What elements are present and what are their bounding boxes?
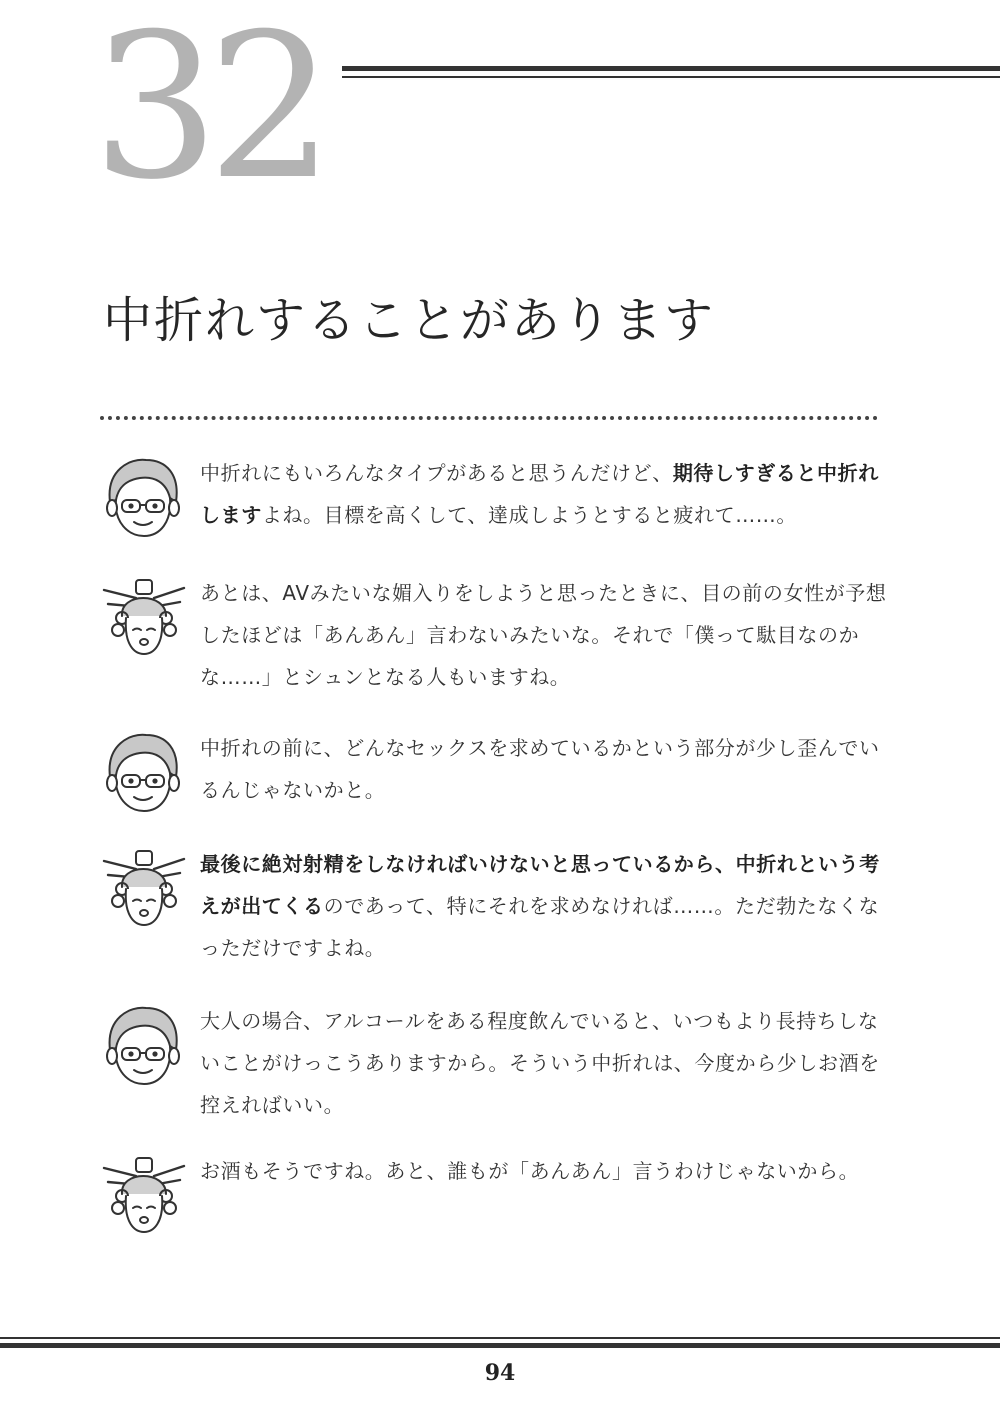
header-rule-thin [342, 76, 1000, 78]
dialogue-text [200, 572, 888, 698]
woman-avatar-icon [100, 572, 188, 662]
dialogue-text [200, 843, 888, 969]
emphasis-text: 期待しすぎると中折れします [200, 461, 879, 527]
woman-avatar-icon [100, 843, 188, 933]
dialogue-text [200, 727, 888, 811]
text-run: 大人の場合、アルコールをある程度飲んでいると、いつもより長持ちしないことがけっこうありますから。そういう中折れは、今度から少しお酒を控えればいい。 [200, 1009, 880, 1117]
woman-avatar-icon [100, 1150, 188, 1240]
man-avatar-icon [100, 727, 188, 817]
dotted-divider [100, 416, 878, 420]
footer-rule-thin [0, 1337, 1000, 1339]
chapter-title: 中折れすることがあります [103, 292, 716, 349]
emphasis-text: 最後に絶対射精をしなければいけないと思っているから、中折れという考えが出てくる [200, 852, 880, 918]
man-avatar-icon [100, 1000, 188, 1090]
dialogue-text [200, 1150, 888, 1192]
footer-rule-thick [0, 1343, 1000, 1348]
text-run: あとは、AVみたいな媚入りをしようと思ったときに、目の前の女性が予想したほどは「あんあん」言わないみたいな。それで「僕って駄目なのかな……」とシュンとなる人もいますね。 [200, 581, 887, 689]
page-number: 94 [484, 1360, 516, 1386]
header-rule-thick [342, 66, 1000, 71]
chapter-number: 32 [92, 0, 323, 224]
text-run: 中折れの前に、どんなセックスを求めているかという部分が少し歪んでいるんじゃないかと。 [200, 736, 880, 802]
text-run: 中折れにもいろんなタイプがあると思うんだけど、 [200, 461, 673, 485]
dialogue-text [200, 1000, 888, 1126]
text-run: のであって、特にそれを求めなければ……。ただ勃たなくなっただけですよね。 [200, 894, 880, 960]
dialogue-text [200, 452, 888, 536]
text-run: お酒もそうですね。あと、誰もが「あんあん」言うわけじゃないから。 [200, 1159, 860, 1183]
man-avatar-icon [100, 452, 188, 542]
text-run: よね。目標を高くして、達成しようとすると疲れて……。 [261, 503, 798, 527]
